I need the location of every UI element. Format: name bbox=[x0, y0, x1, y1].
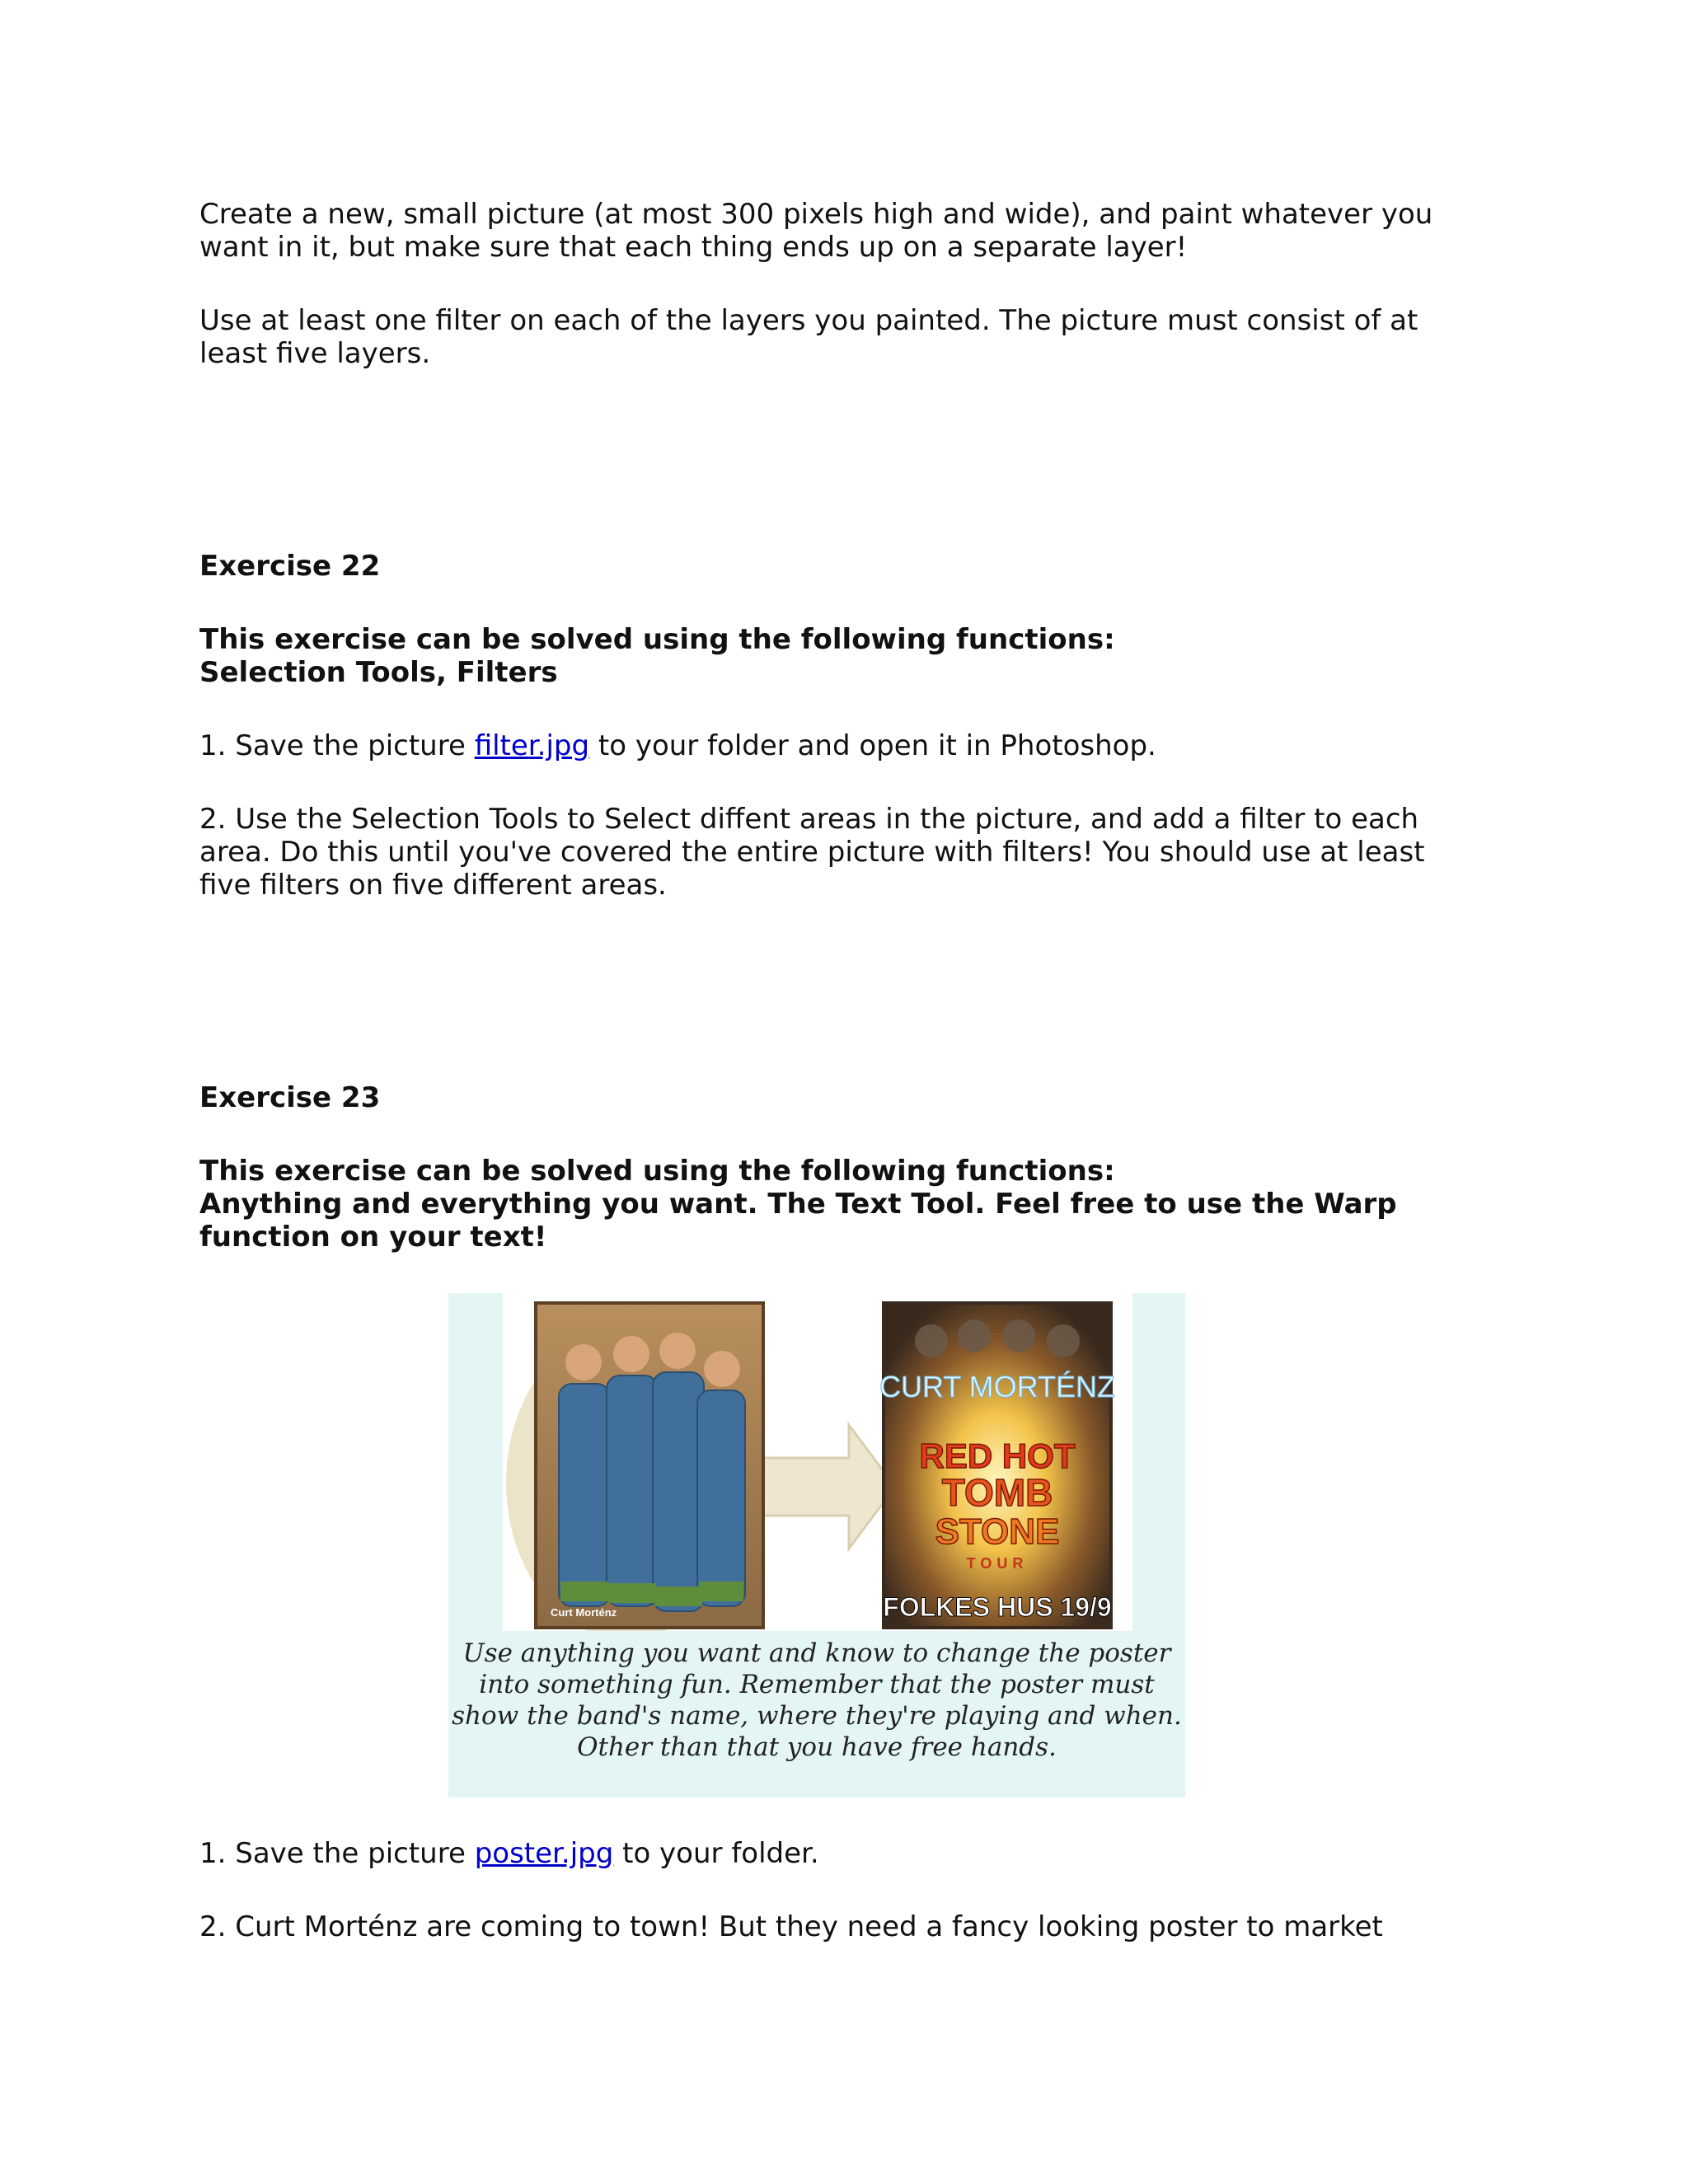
before-after-illustration bbox=[503, 1293, 1132, 1631]
poster-title-line-1: RED HOT bbox=[919, 1436, 1076, 1475]
poster-title-line-3: STONE bbox=[935, 1511, 1060, 1552]
exercise-22-functions-intro: This exercise can be solved using the following functions: bbox=[199, 623, 1115, 656]
arrow-right-icon bbox=[750, 1425, 895, 1549]
poster-preview bbox=[879, 1303, 1115, 1628]
exercise-22-title: Exercise 22 bbox=[199, 550, 381, 583]
step-text: 1. Save the picture bbox=[199, 729, 475, 762]
step-text: to your folder and open it in Photoshop. bbox=[589, 729, 1156, 762]
exercise-22-step-2: 2. Use the Selection Tools to Select diffent areas in the picture, and add a filter to each area. Do this until you've covered the entire picture with filters! You should use at least five filters on five different areas. bbox=[199, 803, 1425, 902]
exercise-23-title: Exercise 23 bbox=[199, 1081, 381, 1114]
before-after-svg bbox=[503, 1293, 1132, 1631]
poster-title-line-2: TOMB bbox=[941, 1471, 1053, 1514]
filter-jpg-link[interactable]: filter.jpg bbox=[474, 729, 590, 762]
poster-band-name: CURT MORTÉNZ bbox=[879, 1370, 1116, 1404]
exercise-23-step-2: 2. Curt Morténz are coming to town! But they need a fancy looking poster to market bbox=[199, 1910, 1383, 1943]
step-text: to your folder. bbox=[613, 1837, 819, 1870]
poster-jpg-link[interactable]: poster.jpg bbox=[474, 1837, 614, 1870]
exercise-21-paragraph-2: Use at least one filter on each of the layers you painted. The picture must consist of at least five layers. bbox=[199, 304, 1418, 370]
exercise-23-functions-list: Anything and everything you want. The Text Tool. Feel free to use the Warp function on your text! bbox=[199, 1188, 1397, 1254]
poster-title-line-4: TOUR bbox=[966, 1555, 1029, 1572]
exercise-23-functions-intro: This exercise can be solved using the following functions: bbox=[199, 1155, 1115, 1188]
step-text: 1. Save the picture bbox=[199, 1837, 475, 1870]
photo-label: Curt Morténz bbox=[551, 1606, 617, 1619]
document-content bbox=[199, 198, 1469, 1943]
figure-caption: Use anything you want and know to change the poster into something fun. Remember that the poster must show the band's name, where they're playing and when. Other than that you have free hands. bbox=[452, 1638, 1182, 1762]
exercise-22-step-1 bbox=[199, 729, 1469, 762]
poster-example-figure bbox=[448, 1293, 1185, 1797]
exercise-23-step-1 bbox=[199, 1837, 1469, 1870]
band-photo bbox=[536, 1303, 763, 1628]
exercise-21-paragraph-1: Create a new, small picture (at most 300 pixels high and wide), and paint whatever you want in it, but make sure that each thing ends up on a separate layer! bbox=[199, 198, 1433, 264]
exercise-22-functions-list: Selection Tools, Filters bbox=[199, 656, 558, 689]
poster-footer-text: FOLKES HUS 19/9 bbox=[883, 1592, 1112, 1622]
